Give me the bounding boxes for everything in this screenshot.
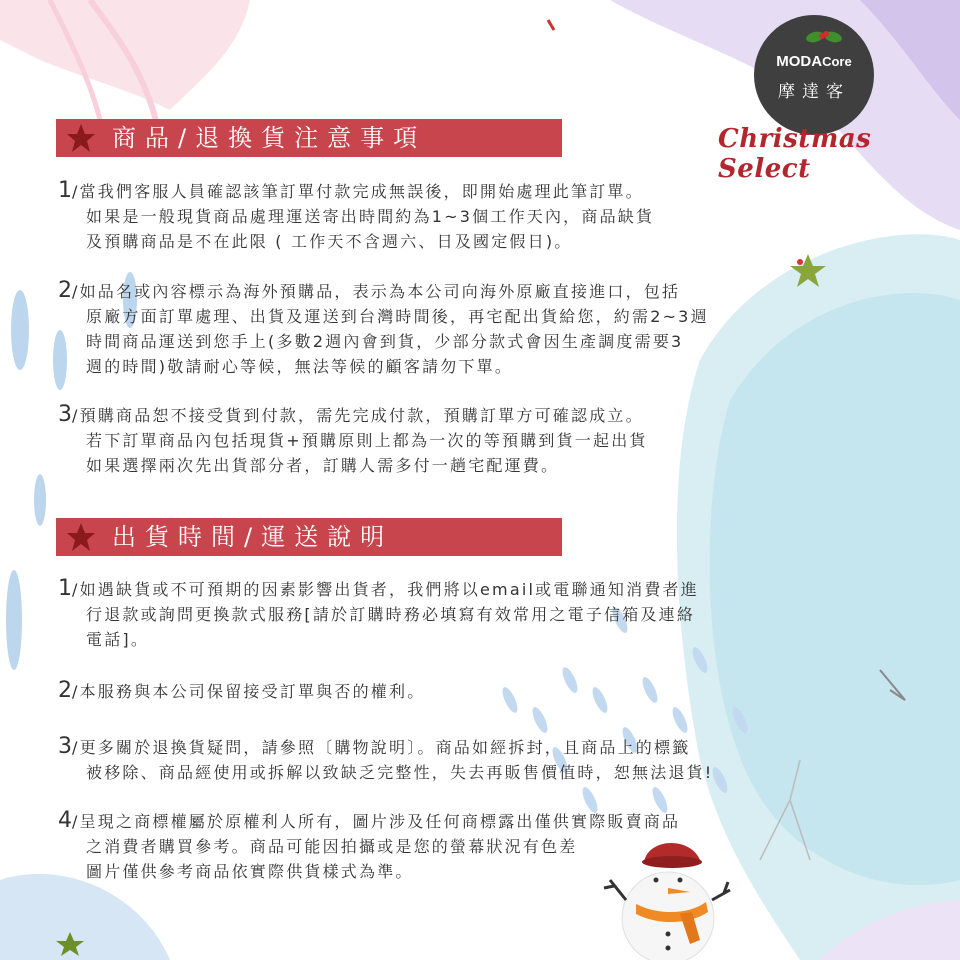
list-item bbox=[58, 576, 699, 652]
item-line: /更多關於退換貨疑問，請參照〔購物說明〕。商品如經拆封，且商品上的標籤 bbox=[72, 738, 691, 757]
list-item bbox=[58, 678, 425, 704]
item-line: 行退款或詢問更換款式服務[請於訂購時務必填寫有效常用之電子信箱及連絡 bbox=[86, 605, 696, 624]
item-line: 如果是一般現貨商品處理運送寄出時間約為1~3個工作天內，商品缺貨 bbox=[86, 207, 655, 226]
item-line: 若下訂單商品內包括現貨+預購原則上都為一次的等預購到貨一起出貨 bbox=[86, 431, 648, 450]
item-line: /當我們客服人員確認該筆訂單付款完成無誤後，即開始處理此筆訂單。 bbox=[72, 182, 644, 201]
item-number: 3 bbox=[58, 402, 72, 427]
item-number: 1 bbox=[58, 178, 72, 203]
item-number: 2 bbox=[58, 278, 72, 303]
item-line: /如品名或內容標示為海外預購品，表示為本公司向海外原廠直接進口，包括 bbox=[72, 282, 681, 301]
holly-icon bbox=[806, 26, 842, 48]
item-line: 時間商品運送到您手上(多數2週內會到貨，少部分款式會因生產調度需要3 bbox=[86, 332, 684, 351]
brand-name-main: MODA bbox=[776, 53, 823, 70]
item-number: 1 bbox=[58, 576, 72, 601]
item-line: 電話]。 bbox=[86, 630, 150, 649]
star-icon bbox=[66, 522, 96, 552]
list-item bbox=[58, 734, 713, 785]
item-number: 4 bbox=[58, 808, 72, 833]
christmas-select-tagline: Christmas Select bbox=[718, 124, 872, 184]
item-line: 週的時間)敬請耐心等候，無法等候的顧客請勿下單。 bbox=[86, 357, 514, 376]
section-header-shipping bbox=[56, 518, 562, 556]
item-line: /本服務與本公司保留接受訂單與否的權利。 bbox=[72, 682, 426, 701]
item-line: /預購商品恕不接受貨到付款，需先完成付款，預購訂單方可確認成立。 bbox=[72, 406, 644, 425]
list-item bbox=[58, 402, 648, 478]
item-line: 圖片僅供參考商品依實際供貨樣式為準。 bbox=[86, 862, 414, 881]
item-line: 之消費者購買參考。商品可能因拍攝或是您的螢幕狀況有色差 bbox=[86, 837, 578, 856]
brand-name-sub: Core bbox=[822, 54, 852, 69]
item-line: 及預購商品是不在此限 ( 工作天不含週六、日及國定假日)。 bbox=[86, 232, 573, 251]
section-header-returns bbox=[56, 119, 562, 157]
section-title: 商品/退換貨注意事項 bbox=[112, 124, 427, 152]
star-icon bbox=[66, 123, 96, 153]
list-item bbox=[58, 178, 654, 254]
item-line: /呈現之商標權屬於原權利人所有，圖片涉及任何商標露出僅供實際販賣商品 bbox=[72, 812, 681, 831]
brand-name-zh: 摩達客 bbox=[778, 82, 850, 102]
item-number: 3 bbox=[58, 734, 72, 759]
item-line: 如果選擇兩次先出貨部分者，訂購人需多付一趟宅配運費。 bbox=[86, 456, 560, 475]
list-item bbox=[58, 278, 709, 379]
list-item bbox=[58, 808, 680, 884]
section-title: 出貨時間/運送說明 bbox=[112, 523, 394, 551]
item-line: 被移除、商品經使用或拆解以致缺乏完整性，失去再販售價值時，恕無法退貨! bbox=[86, 763, 714, 782]
item-line: /如遇缺貨或不可預期的因素影響出貨者，我們將以email或電聯通知消費者進 bbox=[72, 580, 699, 599]
item-number: 2 bbox=[58, 678, 72, 703]
item-line: 原廠方面訂單處理、出貨及運送到台灣時間後，再宅配出貨給您，約需2~3週 bbox=[86, 307, 709, 326]
